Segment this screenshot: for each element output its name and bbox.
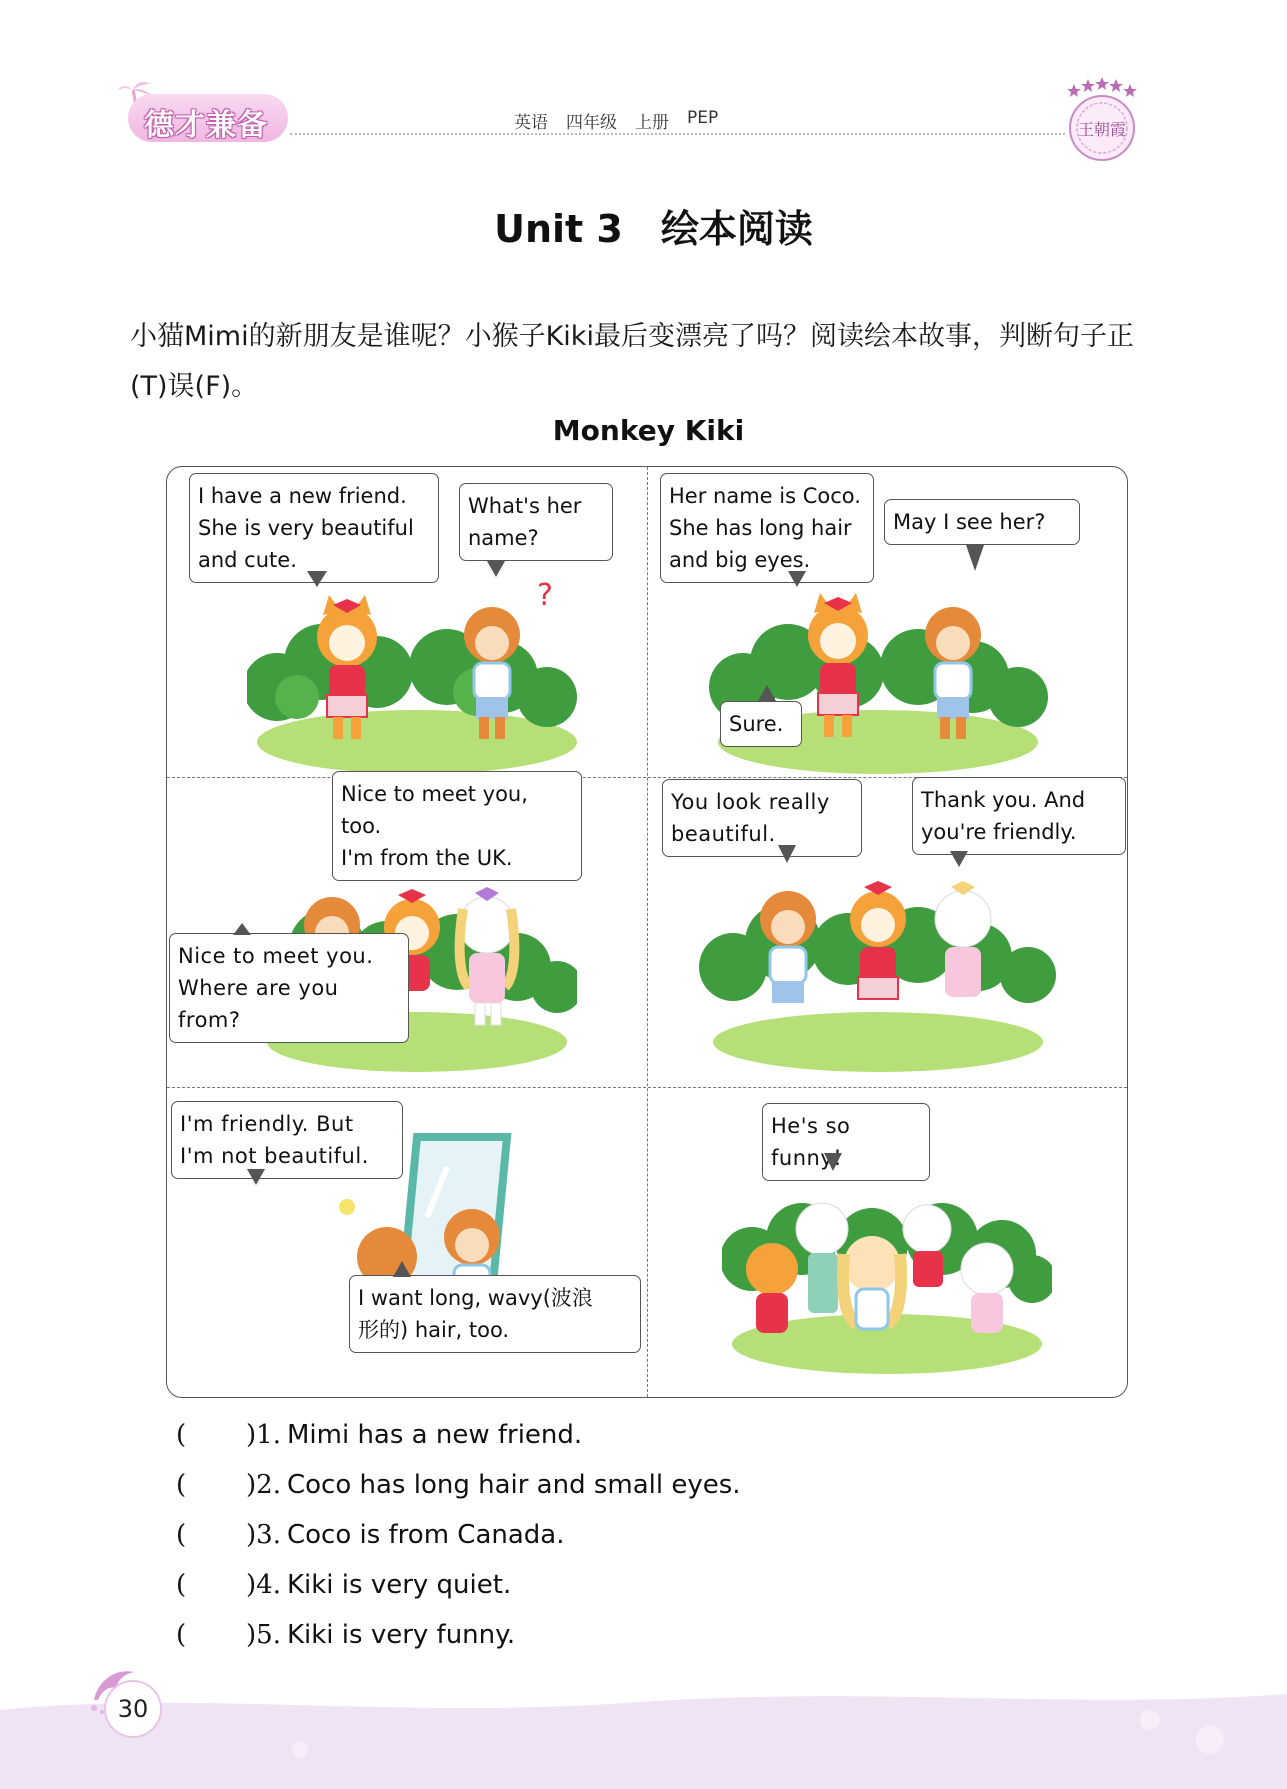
speech-bubble: I'm friendly. But I'm not beautiful. (171, 1101, 403, 1179)
page-number: 30 (104, 1680, 162, 1738)
speech-bubble: Thank you. And you're friendly. (912, 777, 1126, 855)
story-title: Monkey Kiki (552, 414, 745, 447)
comic-panel-4 (648, 777, 1128, 1087)
question-item (176, 1410, 1076, 1460)
speech-bubble: I want long, wavy(波浪 形的) hair, too. (349, 1275, 641, 1353)
bubble-tail (487, 561, 505, 577)
question-number: )5. (246, 1620, 281, 1650)
question-item (176, 1460, 1076, 1510)
speech-bubble: Nice to meet you. Where are you from? (169, 933, 409, 1043)
comic-panel-6 (648, 1087, 1128, 1397)
cat-and-monkey-illustration (247, 577, 577, 777)
speech-bubble: He's so funny! (762, 1103, 930, 1181)
footer-background (0, 1680, 1287, 1789)
answer-blank[interactable]: ( (176, 1420, 187, 1450)
question-text: Kiki is very funny. (286, 1620, 516, 1650)
bubble-tail (307, 571, 327, 587)
author-seal (1060, 76, 1144, 166)
page-title (0, 198, 1287, 253)
volume-label: 上册 (635, 113, 669, 133)
answer-blank[interactable]: ( (176, 1470, 187, 1500)
brand-name: 德才兼备 (144, 108, 268, 143)
svg-text:?: ? (537, 578, 553, 613)
header-divider (290, 133, 1065, 135)
subject-label: 英语 (514, 113, 548, 133)
comic-panel-5 (167, 1087, 648, 1397)
cat-and-monkey-illustration (708, 577, 1048, 777)
bubble-tail (824, 1153, 842, 1171)
group-of-friends-illustration (722, 1159, 1052, 1379)
question-item (176, 1610, 1076, 1660)
answer-blank[interactable]: ( (176, 1570, 187, 1600)
question-text: Mimi has a new friend. (286, 1420, 583, 1450)
comic-strip (166, 466, 1128, 1398)
bubble-tail (966, 545, 984, 571)
speech-bubble: Nice to meet you, too. I'm from the UK. (332, 771, 582, 881)
seal-text: 王朝霞 (1077, 120, 1127, 139)
bubble-tail (778, 845, 796, 863)
unit-number: Unit 3 (494, 207, 623, 251)
bubble-tail (950, 851, 968, 867)
seal-badge-icon (1060, 76, 1144, 166)
comic-panel-3 (167, 777, 648, 1087)
unit-topic: 绘本阅读 (660, 207, 813, 251)
comic-panel-1 (167, 467, 648, 777)
speech-bubble: You look really beautiful. (662, 779, 862, 857)
question-number: )2. (246, 1470, 281, 1500)
speech-bubble: Her name is Coco. She has long hair and big eyes. (660, 473, 874, 583)
three-friends-illustration (698, 857, 1058, 1077)
question-number: )1. (246, 1420, 281, 1450)
book-info (514, 108, 718, 133)
bubble-tail (233, 923, 251, 935)
bubble-tail (393, 1261, 411, 1277)
question-item (176, 1560, 1076, 1610)
question-item (176, 1510, 1076, 1560)
speech-bubble: What's her name? (459, 483, 613, 561)
instructions-text: 小猫Mimi的新朋友是谁呢？小猴子Kiki最后变漂亮了吗？阅读绘本故事，判断句子正(T)误(F)。 (130, 321, 1134, 402)
speech-bubble: Sure. (720, 701, 802, 747)
bubble-tail (788, 571, 806, 587)
answer-blank[interactable]: ( (176, 1520, 187, 1550)
grade-label: 四年级 (566, 113, 617, 133)
question-text: Coco has long hair and small eyes. (286, 1470, 741, 1500)
question-number: )3. (246, 1520, 281, 1550)
question-text: Kiki is very quiet. (286, 1570, 512, 1600)
edition-label: PEP (687, 108, 719, 128)
speech-bubble: May I see her? (884, 499, 1080, 545)
answer-blank[interactable]: ( (176, 1620, 187, 1650)
comic-panel-2 (648, 467, 1128, 777)
bubble-tail (758, 685, 776, 701)
true-false-questions (176, 1410, 1076, 1660)
speech-bubble: I have a new friend. She is very beautiful and cute. (189, 473, 439, 583)
question-number: )4. (246, 1570, 281, 1600)
bubble-tail (247, 1169, 265, 1185)
question-text: Coco is from Canada. (286, 1520, 565, 1550)
brand-logo (118, 78, 290, 148)
